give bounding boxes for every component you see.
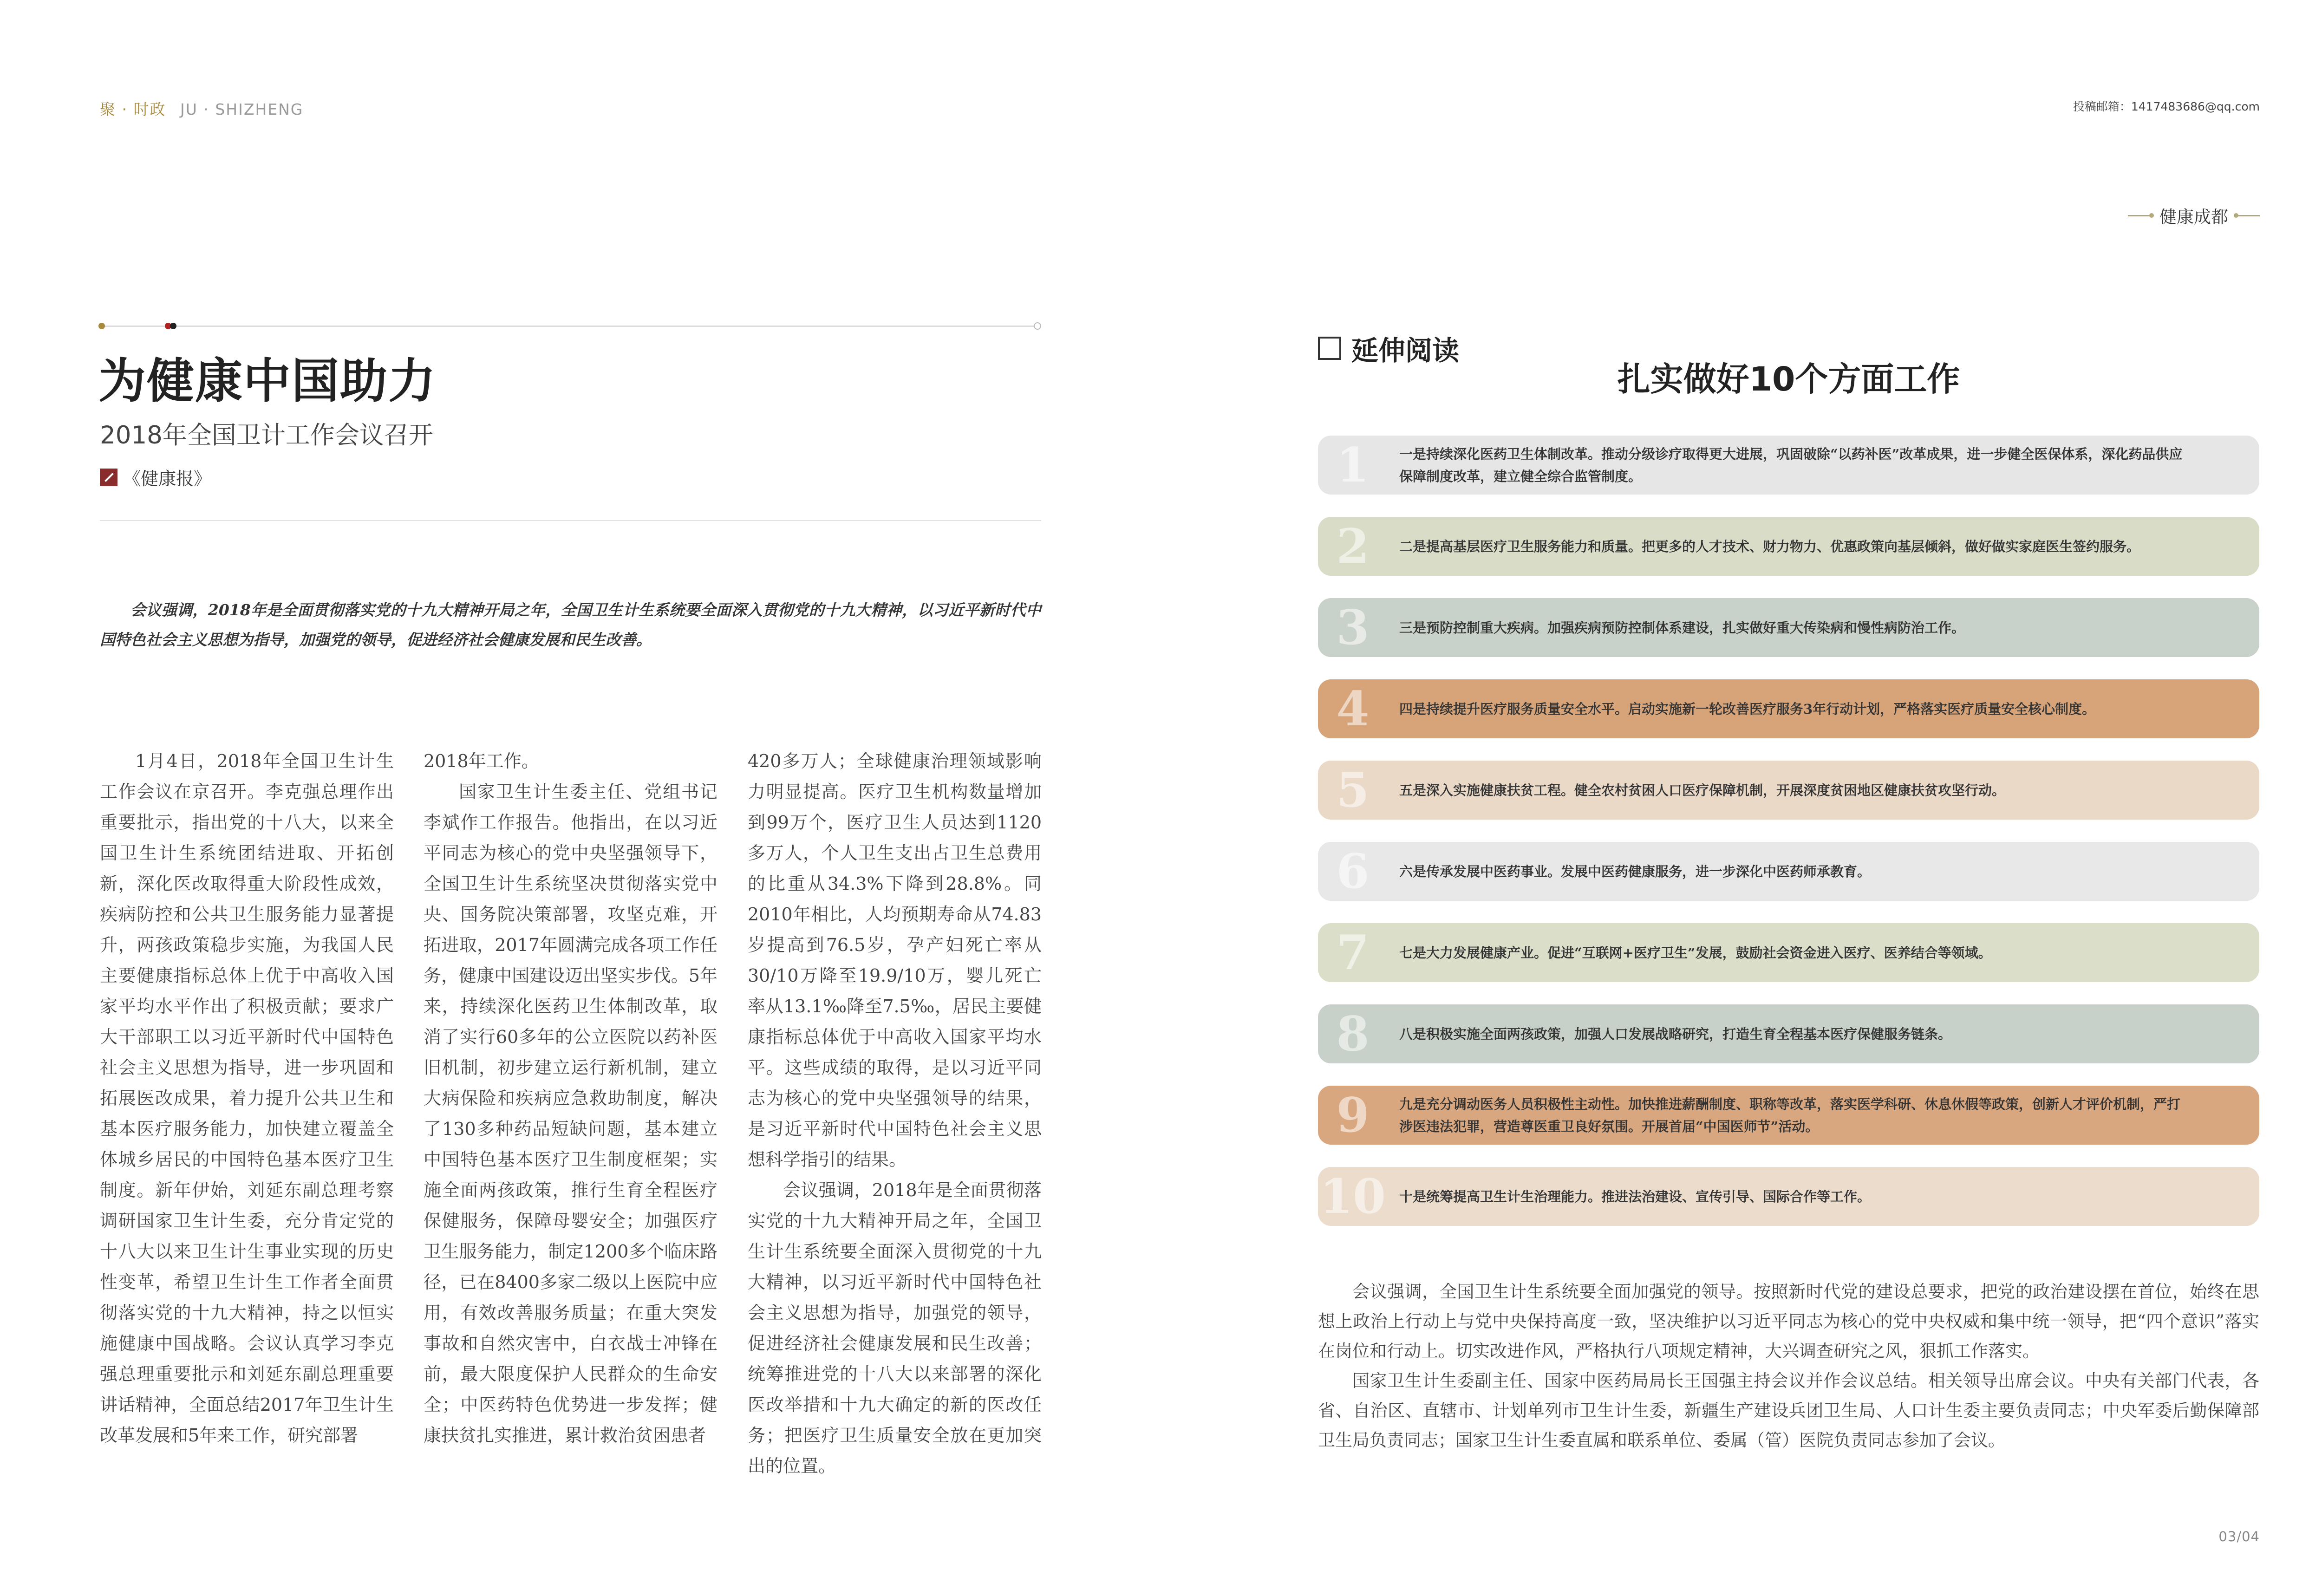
article-column-1 <box>100 746 394 1451</box>
item-number: 8 <box>1336 1006 1370 1062</box>
page-number: 03/04 <box>2218 1529 2260 1544</box>
list-item <box>1318 1086 2259 1145</box>
separator-rule <box>100 520 1041 521</box>
list-item <box>1318 923 2259 982</box>
item-text: 二是提高基层医疗卫生服务能力和质量。把更多的人才技术、财力物力、优惠政策向基层倾斜，做好做实家庭医生签约服务。 <box>1399 538 2140 554</box>
article-source <box>100 464 211 490</box>
item-text: 九是充分调动医务人员积极性主动性。加快推进薪酬制度、职称等改革，落实医学科研、休息休假等政策，创新人才评价机制，严打涉医违法犯罪，营造尊医重卫良好氛围。开展首届“中国医师节”活动。 <box>1399 1096 2181 1134</box>
item-text: 八是积极实施全面两孩政策，加强人口发展战略研究，打造生育全程基本医疗保健服务链条。 <box>1399 1026 1952 1042</box>
item-number: 2 <box>1336 518 1370 574</box>
list-item <box>1318 436 2259 495</box>
contact-email: 投稿邮箱：1417483686@qq.com <box>2073 100 2260 113</box>
section-label <box>100 98 303 119</box>
list-item <box>1318 761 2259 820</box>
topic-label <box>2128 203 2260 228</box>
list-item <box>1318 842 2259 901</box>
rule-dot-end <box>1034 322 1041 330</box>
item-text: 三是预防控制重大疾病。加强疾病预防控制体系建设，扎实做好重大传染病和慢性病防治工作。 <box>1399 619 1965 636</box>
topic-left-ornament <box>2128 215 2153 216</box>
rule-dot-gold <box>98 323 105 329</box>
item-number: 7 <box>1336 925 1370 981</box>
item-text: 十是统筹提高卫生计生治理能力。推进法治建设、宣传引导、国际合作等工作。 <box>1399 1188 1871 1205</box>
article-subtitle: 2018年全国卫计工作会议召开 <box>100 421 433 449</box>
list-item <box>1318 679 2259 738</box>
item-number: 4 <box>1336 681 1370 737</box>
section-name-cn: 聚 · 时政 <box>100 100 166 118</box>
article-column-3 <box>748 746 1042 1481</box>
article-intro: 会议强调，2018年是全面贯彻落实党的十九大精神开局之年，全国卫生计生系统要全面深入贯彻党的十九大精神，以习近平新时代中国特色社会主义思想为指导，加强党的领导，促进经济社会健康发展和民生改善。 <box>100 601 1041 649</box>
item-number: 5 <box>1336 762 1370 818</box>
column-2-paragraph: 国家卫生计生委主任、党组书记李斌作工作报告。他指出，在以习近平同志为核心的党中央坚强领导下，全国卫生计生系统坚决贯彻落实党中央、国务院决策部署，攻坚克难，开拓进取，2017年圆满完成各项工作任务，健康中国建设迈出坚实步伐。5年来，持续深化医药卫生体制改革，取消了实行60多年的公立医院以药补医旧机制，初步建立运行新机制，建立大病保险和疾病应急救助制度，解决了130多种药品短缺问题，基本建立中国特色基本医疗卫生制度框架；实施全面两孩政策，推行生育全程医疗保健服务，保障母婴安全；加强医疗卫生服务能力，制定1200多个临床路径，已在8400多家二级以上医院中应用，有效改善服务质量；在重大突发事故和自然灾害中，白衣战士冲锋在前，最大限度保护人民群众的生命安全；中医药特色优势进一步发挥；健康扶贫扎实推进，累计救治贫困患者 <box>424 782 717 1446</box>
closing-paragraph-2: 国家卫生计生委副主任、国家中医药局局长王国强主持会议并作会议总结。相关领导出席会议。中央有关部门代表，各省、自治区、直辖市、计划单列市卫生计生委，新疆生产建设兵团卫生局、人口计生委主要负责同志；中央军委后勤保障部卫生局负责同志；国家卫生计生委直属和联系单位、委属（管）医院负责同志参加了会议。 <box>1318 1371 2259 1450</box>
column-3-paragraph: 会议强调，2018年是全面贯彻落实党的十九大精神开局之年，全国卫生计生系统要全面深入贯彻党的十九大精神，以习近平新时代中国特色社会主义思想为指导，加强党的领导，促进经济社会健康发展和民生改善；统筹推进党的十八大以来部署的深化医改举措和十九大确定的新的医改任务；把医疗卫生质量安全放在更加突出的位置。 <box>748 1180 1042 1476</box>
closing-paragraph-1: 会议强调，全国卫生计生系统要全面加强党的领导。按照新时代党的建设总要求，把党的政治建设摆在首位，始终在思想上政治上行动上与党中央保持高度一致，坚决维护以习近平同志为核心的党中央权威和集中统一领导，把“四个意识”落实在岗位和行动上。切实改进作风，严格执行八项规定精神，大兴调查研究之风，狠抓工作落实。 <box>1318 1282 2259 1361</box>
closing-text <box>1318 1277 2259 1455</box>
extended-reading-label: 延伸阅读 <box>1351 335 1460 366</box>
title-rule <box>100 326 1041 327</box>
rule-dot-dark <box>170 323 176 329</box>
item-text: 六是传承发展中医药事业。发展中医药健康服务，进一步深化中医药师承教育。 <box>1399 863 1871 879</box>
item-number: 10 <box>1320 1168 1386 1225</box>
article-column-2 <box>424 746 717 1451</box>
column-1-paragraph: 1月4日，2018年全国卫生计生工作会议在京召开。李克强总理作出重要批示，指出党的十八大，以来全国卫生计生系统团结进取、开拓创新，深化医改取得重大阶段性成效，疾病防控和公共卫生服务能力显著提升，两孩政策稳步实施，为我国人民主要健康指标总体上优于中高收入国家平均水平作出了积极贡献；要求广大干部职工以习近平新时代中国特色社会主义思想为指导，进一步巩固和拓展医改成果，着力提升公共卫生和基本医疗服务能力，加快建立覆盖全体城乡居民的中国特色基本医疗卫生制度。新年伊始，刘延东副总理考察调研国家卫生计生委，充分肯定党的十八大以来卫生计生事业实现的历史性变革，希望卫生计生工作者全面贯彻落实党的十九大精神，持之以恒实施健康中国战略。会议认真学习李克强总理重要批示和刘延东副总理重要讲话精神，全面总结2017年卫生计生改革发展和5年来工作，研究部署 <box>100 751 394 1446</box>
item-text: 七是大力发展健康产业。促进“互联网+医疗卫生”发展，鼓励社会资金进入医疗、医养结合等领域。 <box>1399 945 1992 961</box>
item-text: 五是深入实施健康扶贫工程。健全农村贫困人口医疗保障机制，开展深度贫困地区健康扶贫攻坚行动。 <box>1399 782 2006 798</box>
item-number: 1 <box>1336 437 1370 493</box>
topic-text: 健康成都 <box>2159 207 2228 227</box>
item-text: 四是持续提升医疗服务质量安全水平。启动实施新一轮改善医疗服务3年行动计划，严格落实医疗质量安全核心制度。 <box>1399 701 2096 717</box>
source-text: 《健康报》 <box>123 469 212 489</box>
topic-right-ornament <box>2235 215 2260 216</box>
list-item <box>1318 517 2259 576</box>
article-title: 为健康中国助力 <box>98 353 437 409</box>
list-item <box>1318 1167 2259 1226</box>
pen-icon <box>100 469 117 486</box>
item-number: 6 <box>1336 843 1370 899</box>
item-number: 3 <box>1336 599 1370 656</box>
list-item <box>1318 598 2259 657</box>
list-title: 扎实做好10个方面工作 <box>1617 360 1960 398</box>
column-3-continuation: 420多万人；全球健康治理领域影响力明显提高。医疗卫生机构数量增加到99万个，医疗卫生人员达到1120多万人，个人卫生支出占卫生总费用的比重从34.3%下降到28.8%。同2010年相比，人均预期寿命从74.83岁提高到76.5岁，孕产妇死亡率从30/10万降至19.9/10万，婴儿死亡率从13.1‰降至7.5‰，居民主要健康指标总体优于中高收入国家平均水平。这些成绩的取得，是以习近平同志为核心的党中央坚强领导的结果，是习近平新时代中国特色社会主义思想科学指引的结果。 <box>748 751 1042 1170</box>
item-number: 9 <box>1336 1087 1370 1143</box>
list-item <box>1318 1004 2259 1063</box>
item-text: 一是持续深化医药卫生体制改革。推动分级诊疗取得更大进展，巩固破除“以药补医”改革成果，进一步健全医保体系，深化药品供应保障制度改革，建立健全综合监管制度。 <box>1399 446 2183 484</box>
section-name-en: JU · SHIZHENG <box>180 100 304 118</box>
column-2-continuation: 2018年工作。 <box>424 751 539 771</box>
work-items-list <box>1318 436 2259 1248</box>
